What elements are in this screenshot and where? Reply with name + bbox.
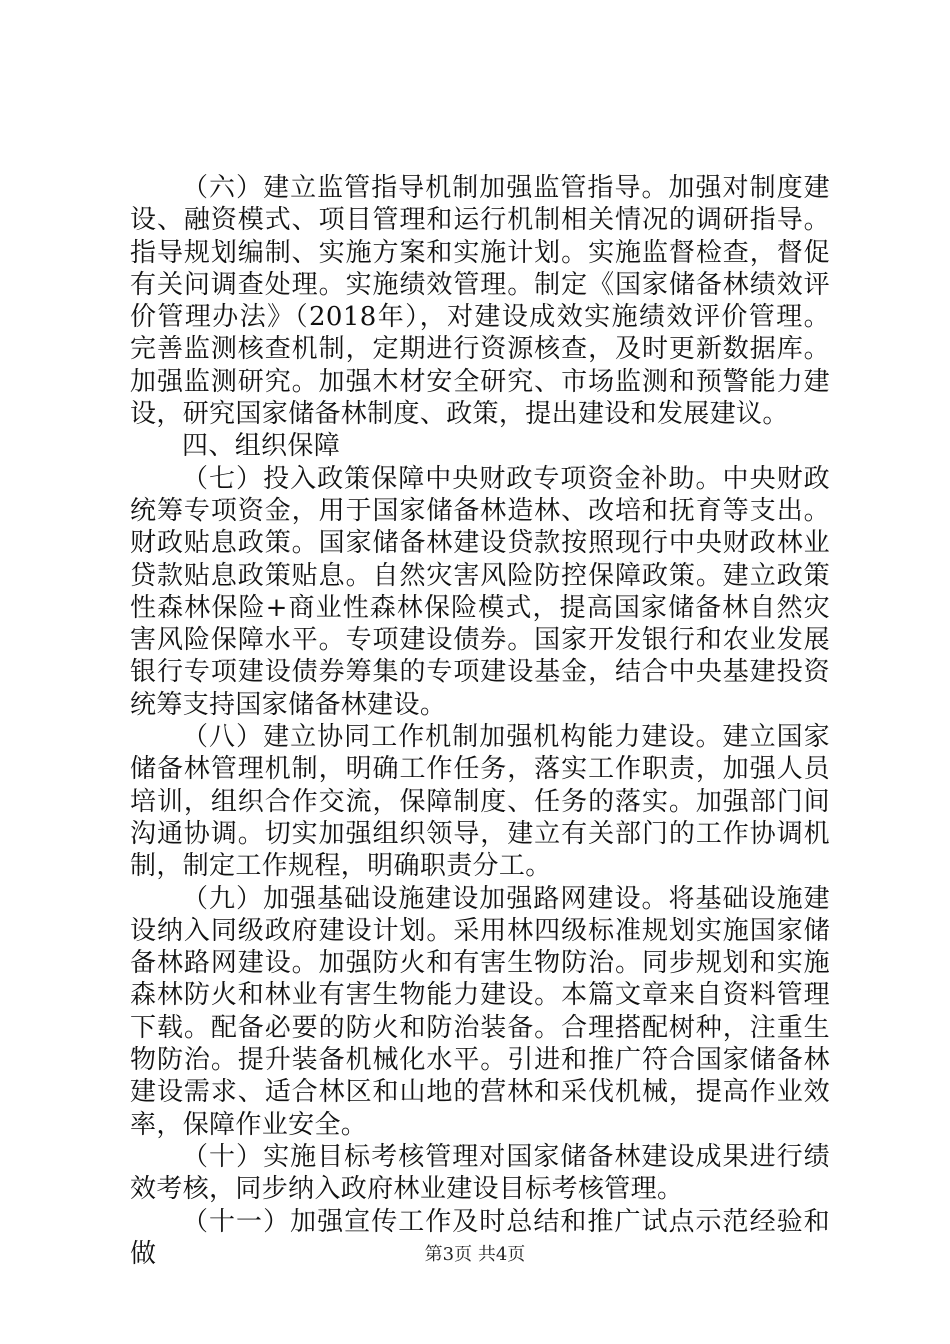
paragraph-six: （六）建立监管指导机制加强监管指导。加强对制度建设、融资模式、项目管理和运行机制相关情况的调研指导。指导规划编制、实施方案和实施计划。实施监督检查，督促有关问调查处理。实施绩效管理。制定《国家储备林绩效评价管理办法》（2018年），对建设成效实施绩效评价管理。完善监测核查机制，定期进行资源核查，及时更新数据库。加强监测研究。加强木材安全研究、市场监测和预警能力建设，研究国家储备林制度、政策，提出建设和发展建议。 [130,173,830,430]
paragraph-ten: （十）实施目标考核管理对国家储备林建设成果进行绩效考核，同步纳入政府林业建设目标考核管理。 [130,1141,830,1205]
section-heading-organization: 四、组织保障 [182,431,341,462]
page-number-footer: 第3页 共4页 [424,1244,526,1265]
paragraph-nine: （九）加强基础设施建设加强路网建设。将基础设施建设纳入同级政府建设计划。采用林四级标准规划实施国家储备林路网建设。加强防火和有害生物防治。同步规划和实施森林防火和林业有害生物能力建设。本篇文章来自资料管理下载。配备必要的防火和防治装备。合理搭配树种，注重生物防治。提升装备机械化水平。引进和推广符合国家储备林建设需求、适合林区和山地的营林和采伐机械，提高作业效率，保障作业安全。 [130,883,830,1140]
paragraph-eight: （八）建立协同工作机制加强机构能力建设。建立国家储备林管理机制，明确工作任务，落实工作职责，加强人员培训，组织合作交流，保障制度、任务的落实。加强部门间沟通协调。切实加强组织领导，建立有关部门的工作协调机制，制定工作规程，明确职责分工。 [130,722,830,882]
document-body [130,172,830,1270]
paragraph-seven: （七）投入政策保障中央财政专项资金补助。中央财政统筹专项资金，用于国家储备林造林、改培和抚育等支出。财政贴息政策。国家储备林建设贷款按照现行中央财政林业贷款贴息政策贴息。自然灾害风险防控保障政策。建立政策性森林保险+商业性森林保险模式，提高国家储备林自然灾害风险保障水平。专项建设债券。国家开发银行和农业发展银行专项建设债券筹集的专项建设基金，结合中央基建投资统筹支持国家储备林建设。 [130,463,830,720]
paragraph-eleven: （十一）加强宣传工作及时总结和推广试点示范经验和做 [130,1206,830,1269]
